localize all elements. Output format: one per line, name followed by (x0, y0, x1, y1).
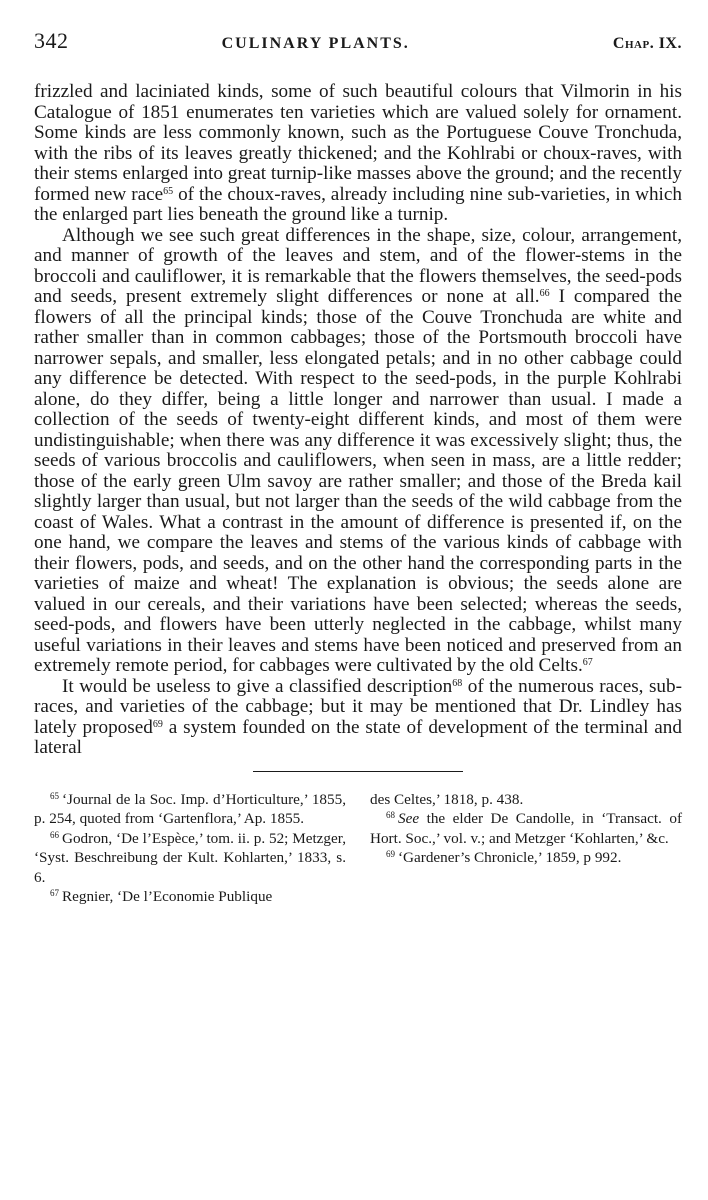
paragraph-3-text-a: It would be useless to give a classified description (62, 675, 453, 697)
footnote-69 (370, 848, 682, 868)
paragraph-2-text-b: I compared the flowers of all the principal kinds; those of the Couve Tronchuda are white and rather smaller than in common cabbages; those of the Portsmouth broccoli have narrower sepals, and smaller, less elongated petals; and in no other cabbage could any difference be detected. With respect to the seed-pods, in the purple Kohlrabi alone, do they differ, being a little longer and narrower than usual. I made a collection of the seeds of twenty-eight different kinds, and most of them were undistinguishable; when there was any difference it was excessively slight; thus, the seeds of various broccolis and cauliflowers, when seen in mass, are a little redder; those of the early green Ulm savoy are rather smaller; and those of the Breda kail slightly larger than usual, but not larger than the seeds of the wild cabbage from the coast of Wales. What a contrast in the amount of difference is presented if, on the one hand, we compare the leaves and stems of the various kinds of cabbage with their flowers, pods, and seeds, and on the other hand the corresponding parts in the varieties of maize and wheat! The explanation is obvious; the seeds alone are valued in our cereals, and their variations have been selected; whereas the seeds, seed-pods, and flowers have been utterly neglected in the cabbage, whilst many useful variations in their leaves and stems have been noticed and preserved from an extremely remote period, for cabbages were cultivated by the old Celts. (34, 286, 682, 676)
book-page (34, 28, 682, 907)
page-number: 342 (34, 28, 69, 53)
footnote-ref-68[interactable]: 68 (452, 677, 463, 689)
paragraph-1-text-a: frizzled and laciniated kinds, some of such beautiful colours that Vilmorin in his Catalogue of 1851 enumerates ten varieties which are valued solely for ornament. Some kinds are less commonly known, such as the Portuguese Couve Tronchuda, with the ribs of its leaves greatly thickened; and the Kohlrabi or choux-raves, with their stems enlarged into great turnip-like masses above the ground; and the recently formed new race (34, 81, 682, 205)
paragraph-2 (34, 226, 682, 677)
paragraph-1-text-b: of the choux-raves, already including nine sub-varieties, in which the enlarged part lies beneath the ground like a turnip. (34, 183, 682, 225)
footnote-ref-67[interactable]: 67 (582, 657, 593, 668)
footnote-number: 67 (50, 888, 59, 898)
paragraph-3-text-b: of the numerous races, sub-races, and varieties of the cabbage; but it may be mentioned that Dr. Lindley has lately proposed (34, 675, 682, 738)
footnote-text: Regnier, ‘De l’Economie Publique (62, 888, 273, 905)
footnote-text: ‘Gardener’s Chronicle,’ 1859, p 992. (398, 849, 622, 866)
footnote-number: 66 (50, 829, 59, 840)
paragraph-3-text-c: a system founded on the state of development of the terminal and lateral (34, 716, 682, 758)
paragraph-3 (34, 677, 682, 759)
footnote-see: See (398, 810, 420, 827)
page-header (34, 28, 682, 60)
footnote-ref-69[interactable]: 69 (152, 718, 163, 730)
paragraph-1 (34, 82, 682, 226)
running-title: CULINARY PLANTS. (221, 35, 410, 52)
footnote-number: 65 (50, 790, 59, 801)
footnote-text: the elder De Candolle, in ‘Transact. of Hort. Soc.,’ vol. v.; and Metzger ‘Kohlarten,’ &c. (370, 810, 682, 847)
footnote-66 (34, 829, 346, 888)
paragraph-2-text-a: Although we see such great differences in the shape, size, colour, arrangement, and manner of growth of the leaves and stem, and of the flower-stems in the broccoli and cauliflower, it is remarkable that the flowers themselves, the seed-pods and seeds, present extremely slight differences or none at all. (34, 224, 682, 307)
footnote-number: 69 (386, 849, 395, 859)
footnote-text: ‘Journal de la Soc. Imp. d’Horticulture,’ 1855, p. 254, quoted from ‘Gartenflora,’ Ap. 1855. (34, 790, 346, 827)
main-text (34, 82, 682, 759)
footnote-divider (253, 771, 463, 772)
footnote-68 (370, 809, 682, 848)
footnotes (34, 790, 682, 907)
footnote-ref-65[interactable]: 65 (163, 185, 174, 197)
footnote-67 (34, 887, 346, 907)
chapter-label: Chap. IX. (612, 35, 682, 52)
footnote-number: 68 (386, 810, 395, 820)
footnote-67-continued: des Celtes,’ 1818, p. 438. (370, 790, 524, 808)
footnotes-left-column (34, 790, 346, 907)
footnotes-right-column (370, 790, 682, 907)
footnote-ref-66[interactable]: 66 (539, 288, 550, 299)
footnote-text: Godron, ‘De l’Espèce,’ tom. ii. p. 52; Metzger, ‘Syst. Beschreibung der Kult. Kohlarten,’ 1833, s. 6. (34, 829, 346, 886)
footnote-65 (34, 790, 346, 829)
